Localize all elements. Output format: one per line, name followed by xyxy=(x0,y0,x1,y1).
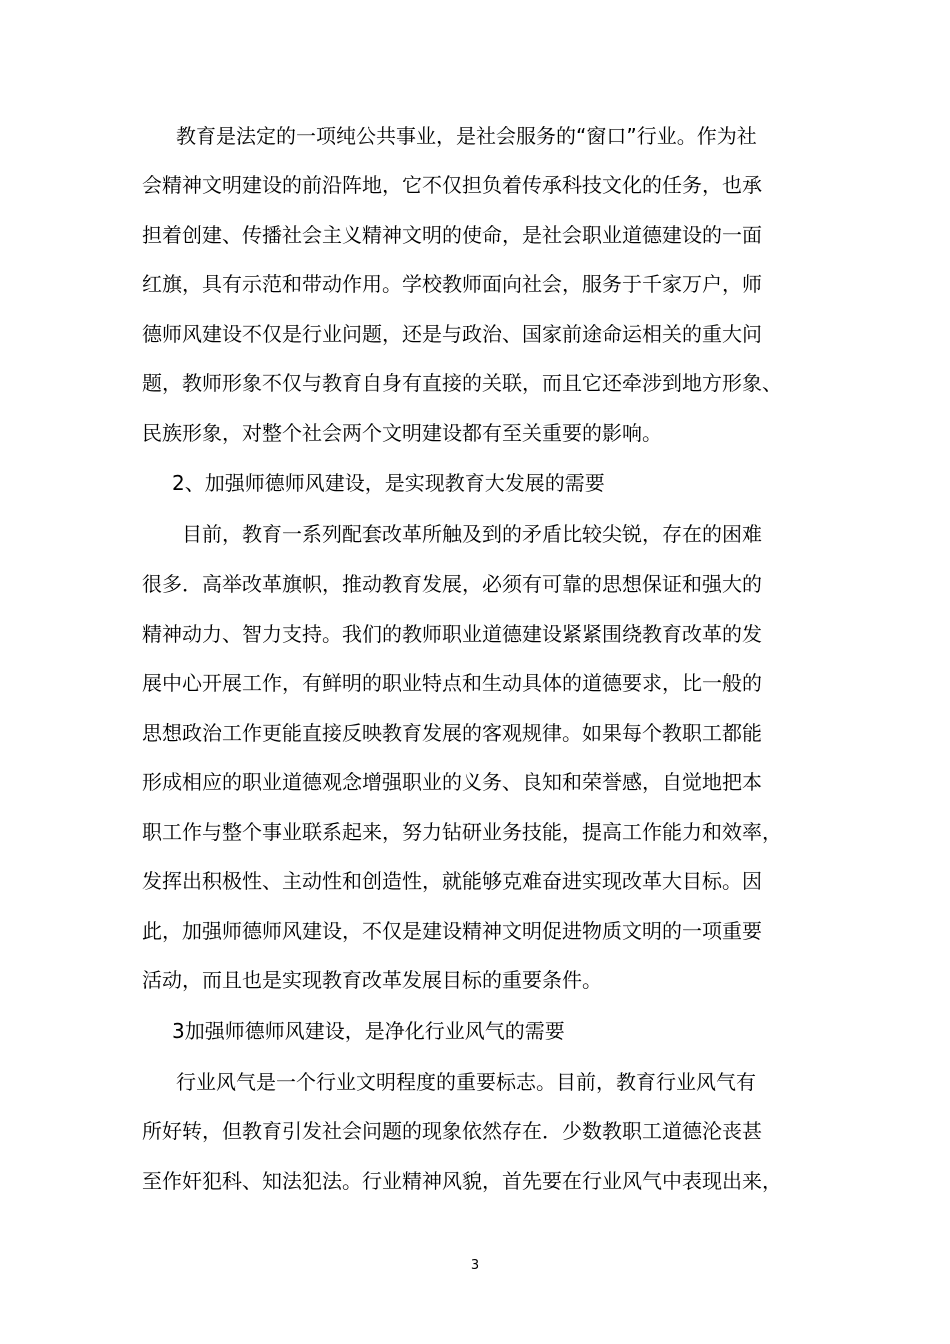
paragraph-line: 思想政治工作更能直接反映教育发展的客观规律。如果每个教职工都能 xyxy=(142,721,762,745)
paragraph-line: 行业风气是一个行业文明程度的重要标志。目前，教育行业风气有 xyxy=(176,1070,756,1094)
page-number: 3 xyxy=(470,1258,480,1273)
paragraph-line: 发挥出积极性、主动性和创造性，就能够克难奋进实现改革大目标。因 xyxy=(142,869,762,893)
paragraph-line: 活动，而且也是实现教育改革发展目标的重要条件。 xyxy=(142,968,602,992)
paragraph-line: 德师风建设不仅是行业问题，还是与政治、国家前途命运相关的重大问 xyxy=(142,322,762,346)
paragraph-line: 此，加强师德师风建设，不仅是建设精神文明促进物质文明的一项重要 xyxy=(142,919,762,943)
paragraph-line: 精神动力、智力支持。我们的教师职业道德建设紧紧围绕教育改革的发 xyxy=(142,622,762,646)
paragraph-line: 形成相应的职业道德观念增强职业的义务、良知和荣誉感，自觉地把本 xyxy=(142,770,762,794)
paragraph-line: 很多．高举改革旗帜，推动教育发展，必须有可靠的思想保证和强大的 xyxy=(142,572,762,596)
paragraph-line: 题，教师形象不仅与教育自身有直接的关联，而且它还牵涉到地方形象、 xyxy=(142,371,782,395)
paragraph-line: 担着创建、传播社会主义精神文明的使命，是社会职业道德建设的一面 xyxy=(142,223,762,247)
paragraph-line: 会精神文明建设的前沿阵地，它不仅担负着传承科技文化的任务，也承 xyxy=(142,173,762,197)
section-heading: 2、加强师德师风建设，是实现教育大发展的需要 xyxy=(172,471,605,495)
paragraph-line: 至作奸犯科、知法犯法。行业精神风貌，首先要在行业风气中表现出来， xyxy=(142,1169,782,1193)
paragraph-line: 职工作与整个事业联系起来，努力钻研业务技能，提高工作能力和效率， xyxy=(142,820,782,844)
paragraph-line: 所好转，但教育引发社会问题的现象依然存在．少数教职工道德沦丧甚 xyxy=(142,1119,762,1143)
section-heading: 3加强师德师风建设，是净化行业风气的需要 xyxy=(172,1019,565,1043)
paragraph-line: 展中心开展工作，有鲜明的职业特点和生动具体的道德要求，比一般的 xyxy=(142,671,762,695)
paragraph-line: 目前，教育一系列配套改革所触及到的矛盾比较尖锐，存在的困难 xyxy=(182,522,762,546)
paragraph-line: 教育是法定的一项纯公共事业，是社会服务的“窗口”行业。作为社 xyxy=(176,124,757,148)
paragraph-line: 红旗，具有示范和带动作用。学校教师面向社会，服务于千家万户，师 xyxy=(142,272,762,296)
paragraph-line: 民族形象，对整个社会两个文明建设都有至关重要的影响。 xyxy=(142,421,662,445)
